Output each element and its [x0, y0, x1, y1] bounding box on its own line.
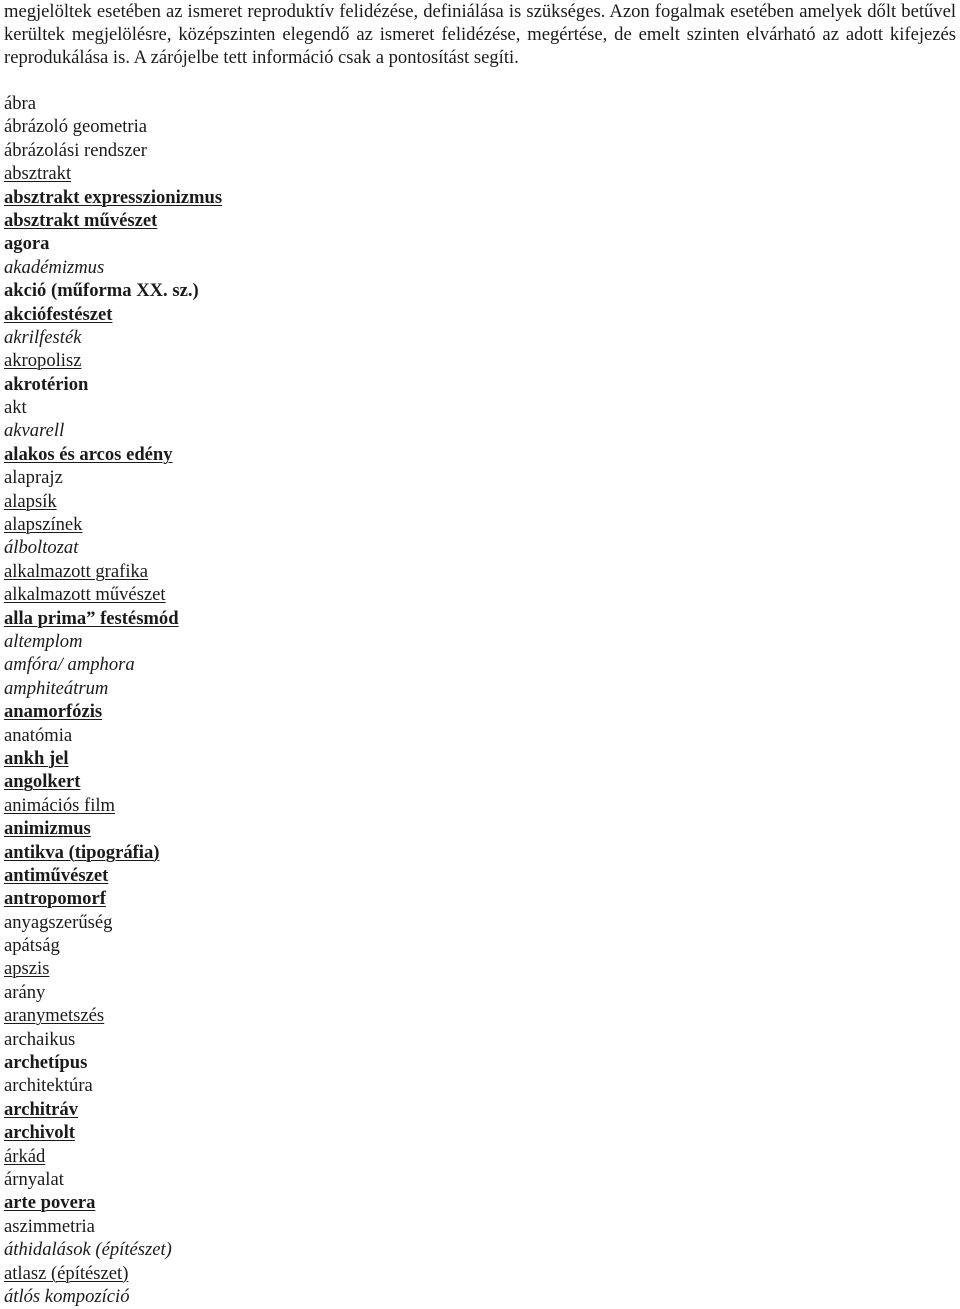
- term-item: akrilfesték: [4, 326, 82, 348]
- term-item: agora: [4, 233, 50, 255]
- term-item: alkalmazott művészet: [4, 584, 166, 606]
- term-item: animizmus: [4, 818, 91, 840]
- term-item: álboltozat: [4, 537, 79, 559]
- term-item: absztrakt expresszionizmus: [4, 186, 223, 208]
- term-item: altemplom: [4, 630, 83, 652]
- term-item: alapsík: [4, 490, 57, 512]
- term-item: akciófestészet: [4, 303, 113, 325]
- term-item: akció (műforma XX. sz.): [4, 280, 199, 302]
- term-item: anyagszerűség: [4, 911, 113, 933]
- term-item: archaikus: [4, 1028, 76, 1050]
- term-item: alakos és arcos edény: [4, 443, 173, 465]
- term-item: áthidalások (építészet): [4, 1239, 172, 1261]
- term-item: amfóra/ amphora: [4, 654, 135, 676]
- term-item: alapszínek: [4, 514, 83, 536]
- term-item: arte povera: [4, 1192, 96, 1214]
- term-item: akrotérion: [4, 373, 89, 395]
- term-item: antropomorf: [4, 888, 106, 910]
- term-list: [4, 92, 222, 1308]
- term-item: architektúra: [4, 1075, 93, 1097]
- term-item: archetípus: [4, 1052, 88, 1074]
- term-item: aranymetszés: [4, 1005, 105, 1027]
- term-item: apátság: [4, 935, 60, 957]
- term-item: árkád: [4, 1145, 46, 1167]
- term-item: anatómia: [4, 724, 73, 746]
- term-item: apszis: [4, 958, 50, 980]
- term-item: ábra: [4, 93, 36, 114]
- term-item: ábrázolási rendszer: [4, 139, 147, 161]
- term-item: ábrázoló geometria: [4, 116, 147, 138]
- term-item: árnyalat: [4, 1168, 64, 1190]
- term-item: architráv: [4, 1098, 79, 1120]
- term-item: anamorfózis: [4, 701, 103, 723]
- term-item: antikva (tipográfia): [4, 841, 160, 863]
- term-item: alkalmazott grafika: [4, 560, 149, 582]
- term-item: angolkert: [4, 771, 81, 793]
- term-item: absztrakt: [4, 163, 72, 185]
- term-item: archivolt: [4, 1122, 75, 1144]
- intro-paragraph: megjelöltek esetében az ismeret reproduktív felidézése, definiálása is szükséges. Azon fogalmak esetében amelyek dőlt betűvel kerültek megjelölésre, középszinten elegendő az ismeret felidézése, megértése, de emelt szinten elvárható az adott kifejezés reprodukálása is. A zárójelbe tett információ csak a pontosítást segíti.: [4, 1, 956, 69]
- term-item: amphiteátrum: [4, 677, 109, 699]
- term-item: ankh jel: [4, 747, 69, 769]
- term-item: akvarell: [4, 420, 65, 442]
- term-item: akt: [4, 397, 27, 419]
- term-item: akropolisz: [4, 350, 82, 372]
- term-item: atlasz (építészet): [4, 1262, 129, 1284]
- term-item: arány: [4, 981, 46, 1003]
- term-item: átlós kompozíció: [4, 1285, 130, 1307]
- document-page: [4, 0, 956, 1307]
- term-item: alaprajz: [4, 467, 63, 489]
- term-item: akadémizmus: [4, 256, 105, 278]
- term-item: aszimmetria: [4, 1215, 95, 1237]
- term-item: animációs film: [4, 794, 116, 816]
- term-item: absztrakt művészet: [4, 209, 158, 231]
- term-item: alla prima” festésmód: [4, 607, 179, 629]
- term-item: antiművészet: [4, 864, 109, 886]
